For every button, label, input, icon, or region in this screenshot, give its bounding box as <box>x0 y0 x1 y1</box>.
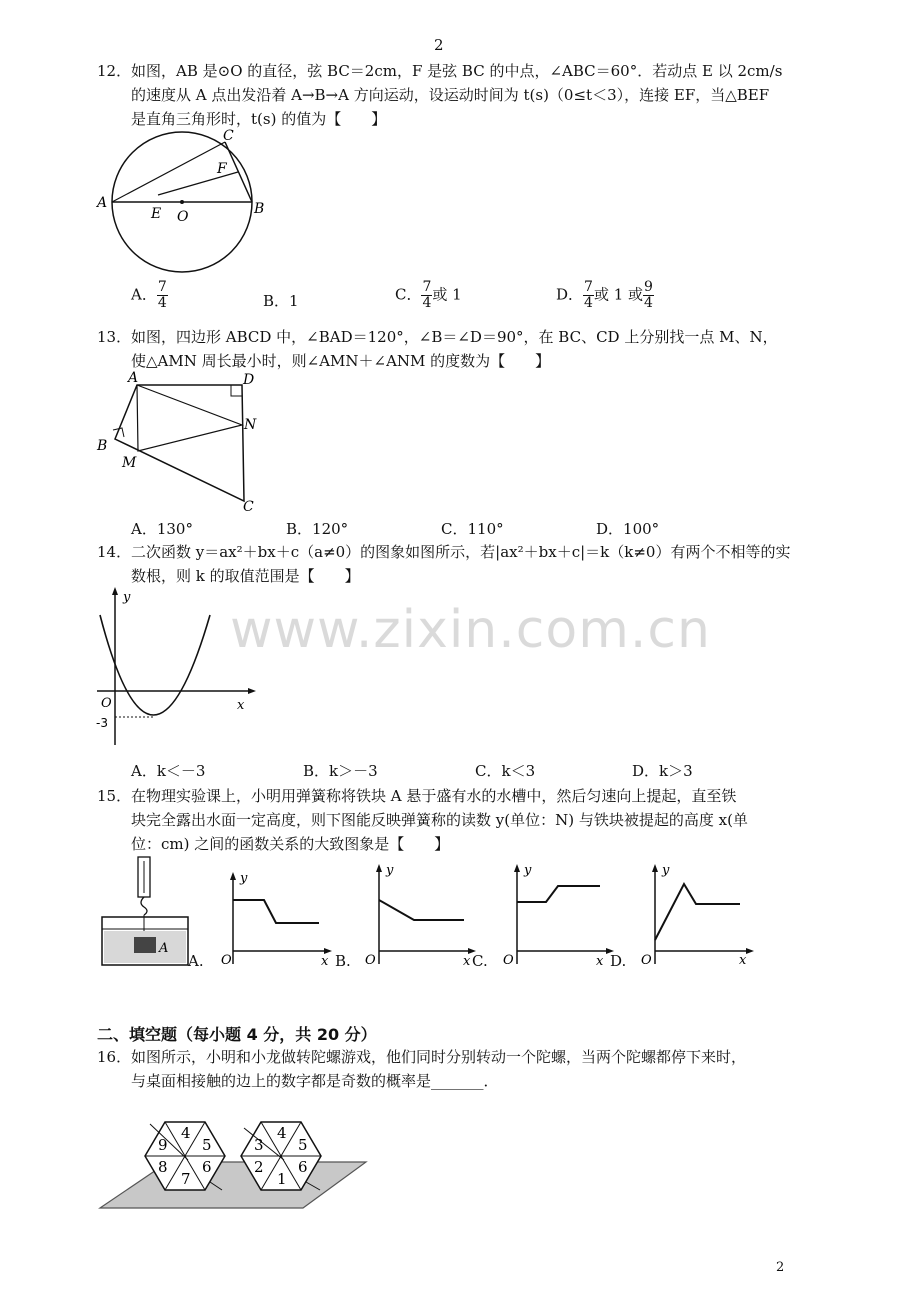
label-x: x <box>463 954 471 968</box>
label-f: F <box>217 161 227 177</box>
label-y: y <box>524 863 532 878</box>
q15-graph-a <box>216 868 334 968</box>
q12-option-c: C． $\frac{7}{4}$ 或 1 <box>395 279 462 311</box>
q16-spinning-tops-figure <box>98 1110 373 1215</box>
block-label: A <box>159 941 169 956</box>
fraction: $\frac{9}{4}$ <box>644 279 653 311</box>
q12-line2: 的速度从 A 点出发沿着 A→B→A 方向运动，设运动时间为 t(s)（0≤t＜3），连接 EF，当△BEF <box>131 86 770 104</box>
left-num-5: 7 <box>181 1170 191 1188</box>
label-x: x <box>237 698 245 713</box>
label-y: y <box>662 863 670 878</box>
q14-option-c: C．k＜3 <box>475 762 536 780</box>
label-o: O <box>177 209 189 225</box>
q13-option-d: D．100° <box>596 520 660 538</box>
q14-parabola-figure <box>92 585 262 750</box>
curve-a <box>233 900 319 923</box>
label-a: A <box>128 370 139 386</box>
label-y: y <box>123 590 131 605</box>
label-d: D <box>243 372 255 388</box>
right-angle-d <box>231 385 242 396</box>
q15-graph-d <box>638 860 756 968</box>
q12-option-a <box>131 280 168 311</box>
q14-line2: 数根，则 k 的取值范围是【 】 <box>131 567 360 585</box>
q13-line2: 使△AMN 周长最小时，则∠AMN＋∠ANM 的度数为【 】 <box>131 352 551 370</box>
label-y: y <box>386 863 394 878</box>
q14-number: 14． <box>97 543 132 561</box>
q15-option-d-label: D. <box>610 952 627 970</box>
q12-line1: 如图，AB 是⊙O 的直径，弦 BC＝2cm，F 是弦 BC 的中点，∠ABC＝60°．若动点 E 以 2cm/s <box>131 62 783 80</box>
hook <box>141 897 147 915</box>
fraction: $\frac{7}{4}$ <box>584 279 593 311</box>
iron-block <box>134 937 156 953</box>
left-num-6: 6 <box>202 1158 212 1176</box>
q15-option-a-label: A. <box>188 952 204 970</box>
q14-option-a: A．k＜－3 <box>131 762 206 780</box>
y-arrow <box>514 864 520 872</box>
parabola <box>100 615 210 715</box>
q15-graph-b <box>362 860 477 968</box>
label-c: C <box>223 128 234 144</box>
curve-d <box>655 884 740 940</box>
q15-option-c-label: C. <box>472 952 488 970</box>
label-o: O <box>101 696 112 711</box>
label-x: x <box>321 954 329 968</box>
q15-line3: 位：cm) 之间的函数关系的大致图象是【 】 <box>131 835 450 853</box>
q14-option-d: D．k＞3 <box>632 762 693 780</box>
right-num-5: 1 <box>277 1170 287 1188</box>
page-number-bottom: 2 <box>776 1260 785 1275</box>
x-arrow <box>746 948 754 954</box>
fraction: $\frac{7}{4}$ <box>157 279 167 311</box>
label-minus3: -3 <box>96 716 108 730</box>
q13-line1: 如图，四边形 ABCD 中，∠BAD＝120°，∠B＝∠D＝90°，在 BC、CD 上分别找一点 M、N， <box>131 328 778 346</box>
y-arrow <box>376 864 382 872</box>
quad-abcd <box>115 385 244 501</box>
fraction: $\frac{7}{4}$ <box>422 279 432 311</box>
label-x: x <box>739 953 747 968</box>
q12-circle-figure <box>95 125 275 280</box>
q15-graph-c <box>500 860 615 968</box>
q15-line2: 块完全露出水面一定高度，则下图能反映弹簧称的读数 y(单位：N) 与铁块被提起的高度 x(单 <box>131 811 748 829</box>
label-e: E <box>151 206 162 222</box>
y-arrow <box>230 872 236 880</box>
section-title-fill-in: 二、填空题（每小题 4 分，共 20 分） <box>97 1025 377 1044</box>
left-num-1: 9 <box>158 1136 168 1154</box>
right-num-2: 4 <box>277 1124 287 1142</box>
q14-option-b: B．k＞－3 <box>303 762 378 780</box>
table-surface <box>100 1162 366 1208</box>
q12-option-d: D． $\frac{7}{4}$ 或 1 或 $\frac{9}{4}$ <box>556 279 653 311</box>
label-b: B <box>254 201 265 217</box>
q15-line1: 在物理实验课上，小明用弹簧称将铁块 A 悬于盛有水的水槽中，然后匀速向上提起，直至铁 <box>131 787 737 805</box>
x-axis-arrow <box>248 688 256 694</box>
curve-c <box>517 886 600 902</box>
q15-tank-figure <box>100 855 190 970</box>
page-number-top: 2 <box>434 36 444 54</box>
triangle-amn <box>137 385 242 451</box>
q13-option-c: C．110° <box>441 520 504 538</box>
label-o: O <box>641 953 652 968</box>
left-num-4: 8 <box>158 1158 168 1176</box>
label-a: A <box>97 195 108 211</box>
q15-number: 15． <box>97 787 132 805</box>
label-m: M <box>122 455 137 471</box>
label-b: B <box>97 438 108 454</box>
q13-quadrilateral-figure <box>92 368 272 518</box>
label-o: O <box>503 953 514 968</box>
q12-line3: 是直角三角形时，t(s) 的值为【 】 <box>131 110 387 128</box>
q16-line2: 与桌面相接触的边上的数字都是奇数的概率是_______． <box>131 1072 499 1090</box>
left-num-3: 5 <box>202 1136 212 1154</box>
label-o: O <box>365 953 376 968</box>
label-n: N <box>244 417 257 433</box>
y-axis-arrow <box>112 587 118 595</box>
q15-option-b-label: B. <box>335 952 351 970</box>
chord-ac <box>112 142 225 202</box>
q14-line1: 二次函数 y＝ax²＋bx＋c（a≠0）的图象如图所示，若|ax²＋bx＋c|＝k（k≠0）有两个不相等的实 <box>131 543 791 561</box>
label-y: y <box>240 871 248 886</box>
q12-option-a-label: A． <box>131 285 157 304</box>
label-x: x <box>596 954 604 968</box>
q16-line1: 如图所示，小明和小龙做转陀螺游戏，他们同时分别转动一个陀螺，当两个陀螺都停下来时， <box>131 1048 747 1066</box>
q16-number: 16． <box>97 1048 132 1066</box>
chord-bc <box>225 142 252 202</box>
label-c: C <box>243 499 254 515</box>
q13-number: 13． <box>97 328 132 346</box>
label-o: O <box>221 953 232 968</box>
center-o <box>180 200 184 204</box>
right-num-6: 6 <box>298 1158 308 1176</box>
left-num-2: 4 <box>181 1124 191 1142</box>
y-arrow <box>652 864 658 872</box>
watermark: www.zixin.com.cn <box>230 600 711 660</box>
right-num-3: 5 <box>298 1136 308 1154</box>
q13-option-b: B．120° <box>286 520 349 538</box>
q12-number: 12． <box>97 62 132 80</box>
right-num-4: 2 <box>254 1158 264 1176</box>
q13-option-a: A．130° <box>131 520 193 538</box>
q12-option-b: B．1 <box>263 292 299 310</box>
curve-b <box>379 900 464 920</box>
right-num-1: 3 <box>254 1136 264 1154</box>
